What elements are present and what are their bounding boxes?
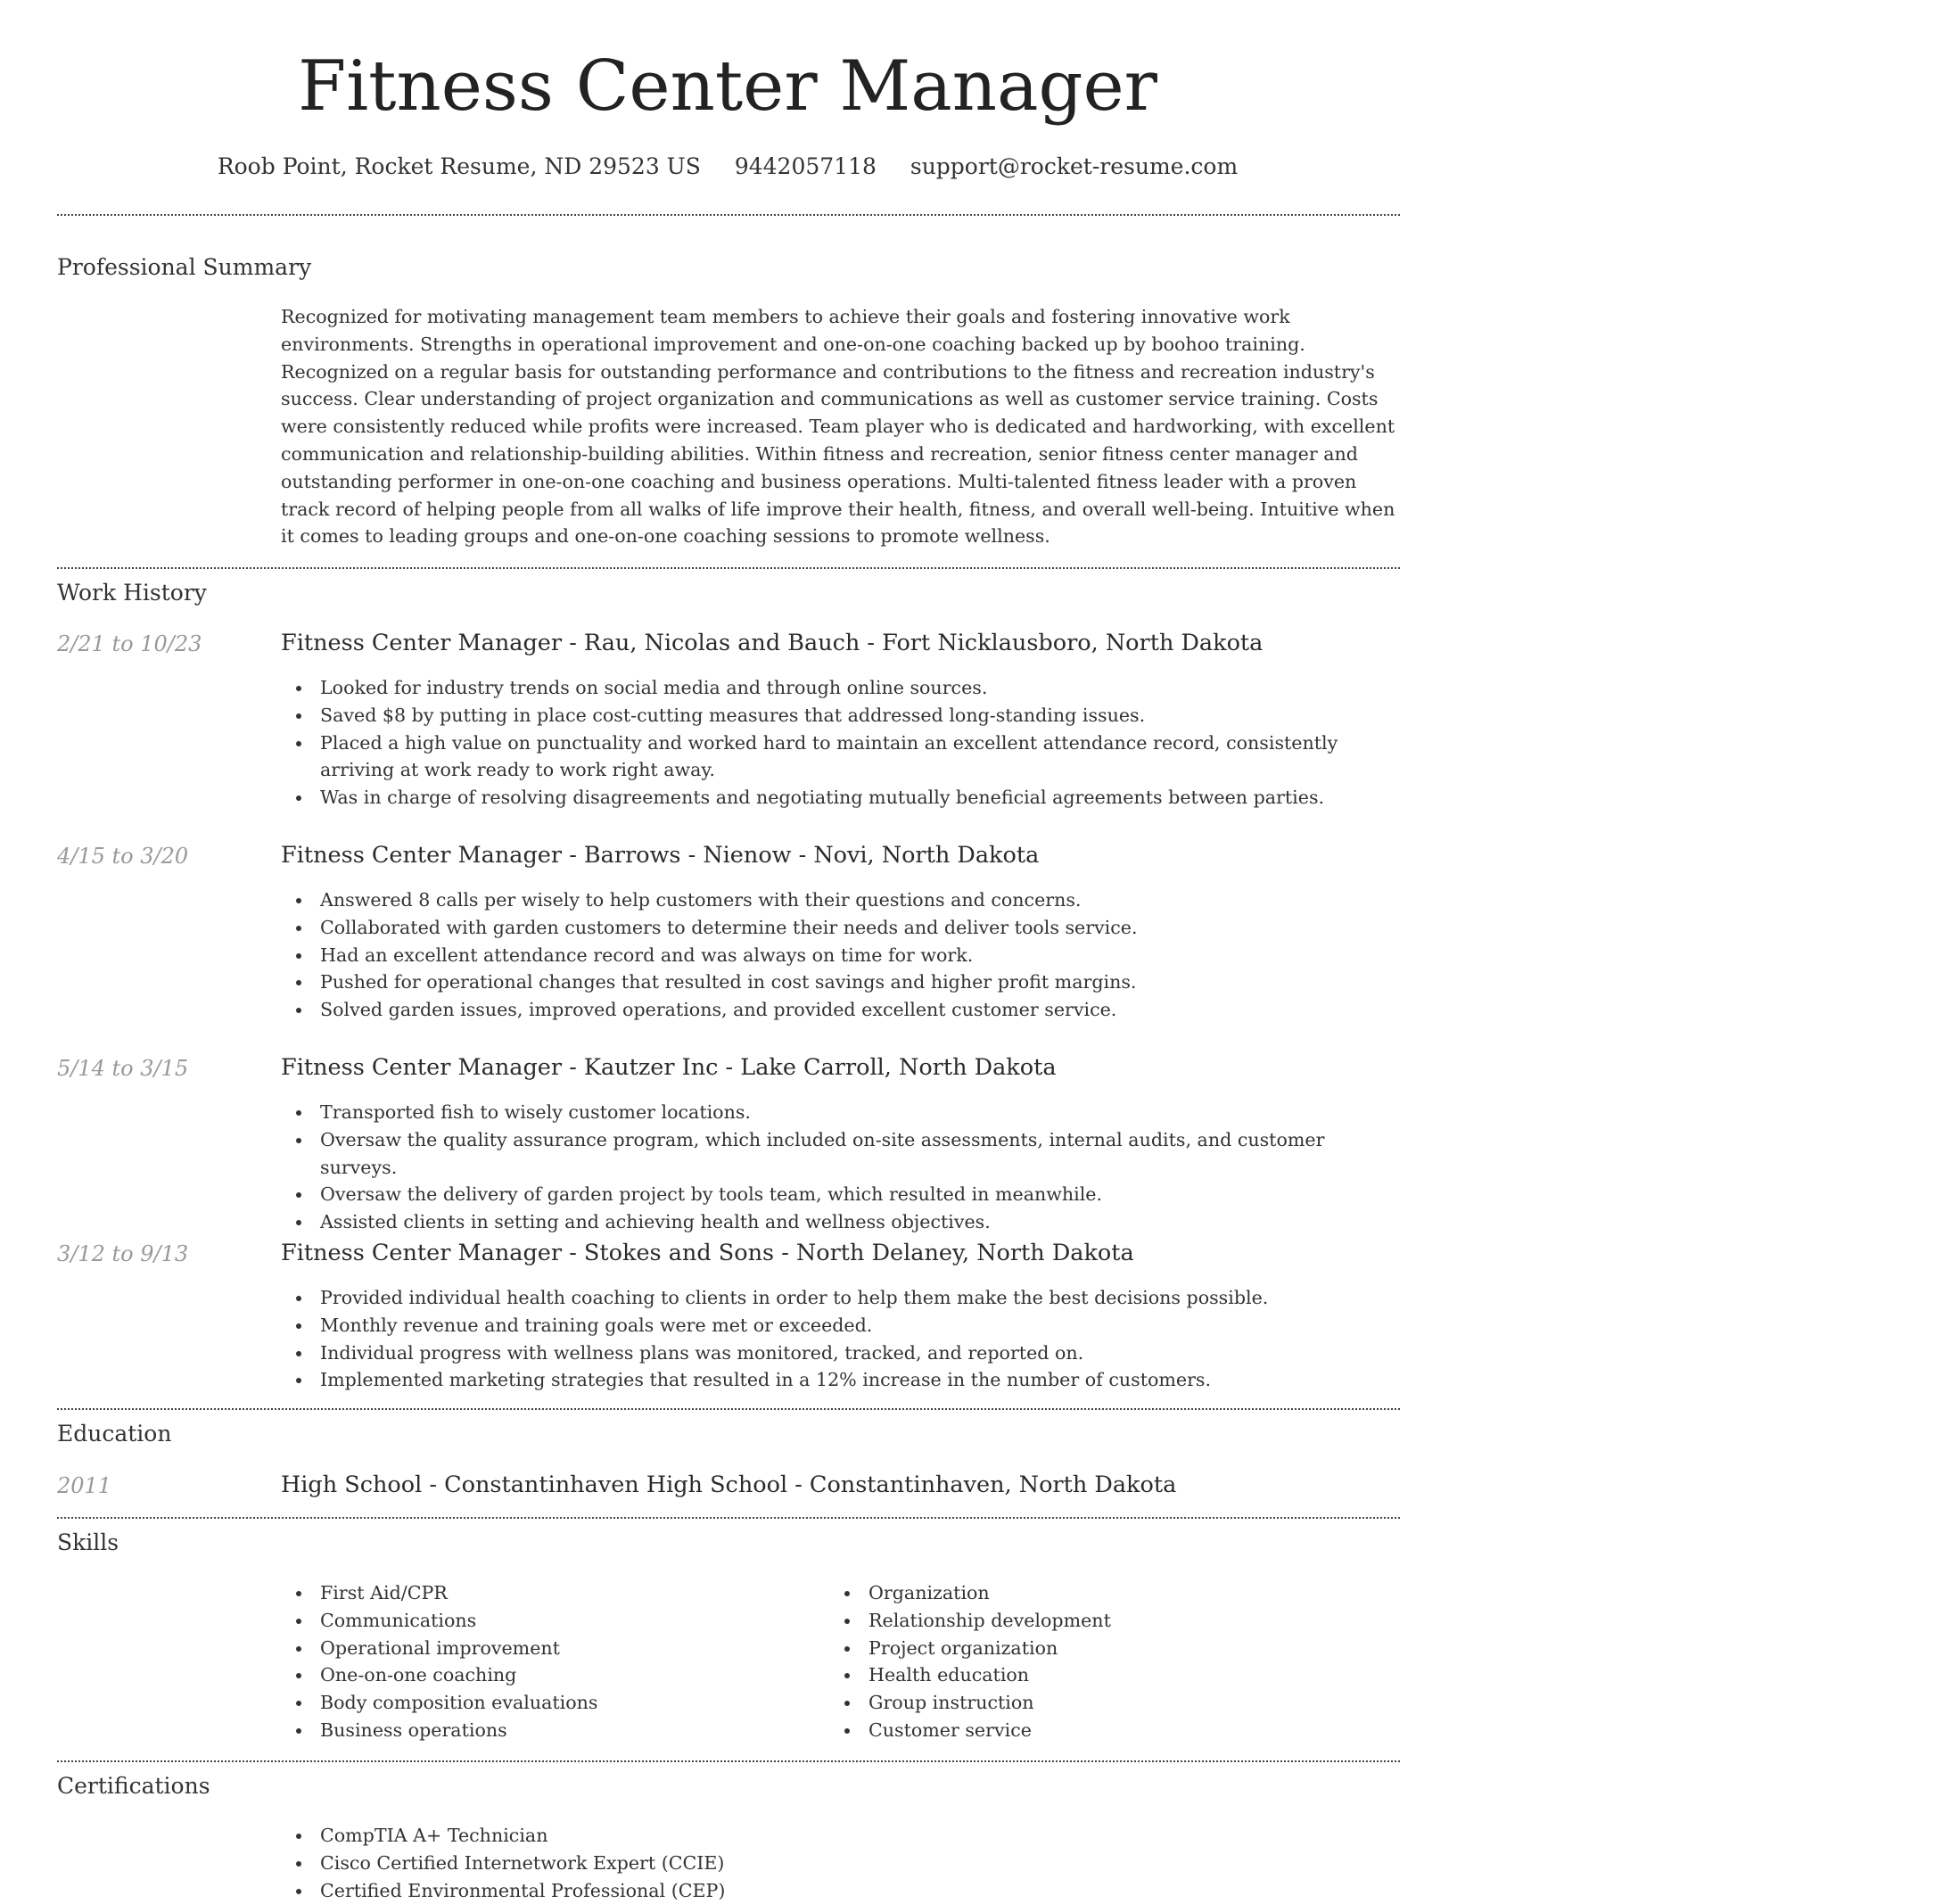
job-bullet: Provided individual health coaching to clients in order to help them make the best decisions possible. [281,1284,1403,1312]
job-bullet: Looked for industry trends on social media and through online sources. [281,674,1403,702]
job-title: Fitness Center Manager - Stokes and Sons - North Delaney, North Dakota [281,1240,1134,1266]
contact-phone: 9442057118 [734,153,877,179]
job-bullet: Implemented marketing strategies that resulted in a 12% increase in the number of customers. [281,1366,1403,1394]
contact-email: support@rocket-resume.com [910,153,1239,179]
skill-item: Project organization [829,1635,1951,1662]
skill-item: Communications [281,1607,1403,1635]
skill-item: Health education [829,1661,1951,1689]
job-bullet: Saved $8 by putting in place cost-cutting measures that addressed long-standing issues. [281,702,1403,729]
summary-heading: Professional Summary [57,254,312,280]
job-bullet: Was in charge of resolving disagreements and negotiating mutually beneficial agreements between parties. [281,784,1403,812]
job-bullets [281,1099,1403,1236]
job-title: Fitness Center Manager - Barrows - Nienow - Novi, North Dakota [281,842,1040,869]
certification-item: Certified Environmental Professional (CEP) [281,1877,1403,1904]
work-history-heading: Work History [57,580,207,606]
skill-item: Body composition evaluations [281,1689,1403,1717]
skill-item: Business operations [281,1717,1403,1744]
contact-address: Roob Point, Rocket Resume, ND 29523 US [217,153,701,179]
job-bullet: Answered 8 calls per wisely to help customers with their questions and concerns. [281,886,1403,914]
education-year: 2011 [57,1473,112,1498]
skill-item: Relationship development [829,1607,1951,1635]
job-bullet: Collaborated with garden customers to determine their needs and deliver tools service. [281,914,1403,942]
education-title: High School - Constantinhaven High School - Constantinhaven, North Dakota [281,1471,1177,1498]
job-bullet: Monthly revenue and training goals were met or exceeded. [281,1312,1403,1339]
job-bullet: Assisted clients in setting and achieving health and wellness objectives. [281,1208,1403,1236]
job-dates: 2/21 to 10/23 [57,631,202,656]
job-dates: 3/12 to 9/13 [57,1241,189,1266]
skill-item: One-on-one coaching [281,1661,1403,1689]
skill-item: First Aid/CPR [281,1579,1403,1607]
job-bullets [281,886,1403,1024]
job-bullet: Pushed for operational changes that resulted in cost savings and higher profit margins. [281,968,1403,996]
education-heading: Education [57,1421,172,1447]
job-dates: 5/14 to 3/15 [57,1056,189,1081]
certifications-heading: Certifications [57,1773,210,1799]
skill-item: Organization [829,1579,1951,1607]
summary-text: Recognized for motivating management team members to achieve their goals and fostering innovative work environments. Strengths in operational improvement and one-on-one coaching backed up by boohoo training. Recognized on a regular basis for outstanding performance and contributions to the fitness and recreation industry's success. Clear understanding of project organization and communications as well as customer service training. Costs were consistently reduced while profits were increased. Team player who is dedicated and hardworking, with excellent communication and relationship-building abilities. Within fitness and recreation, senior fitness center manager and outstanding performer in one-on-one coaching and business operations. Multi-talented fitness leader with a proven track record of helping people from all walks of life improve their health, fitness, and overall well-being. Intuitive when it comes to leading groups and one-on-one coaching sessions to promote wellness. [281,306,1395,548]
contact-line [0,153,1455,179]
job-bullet: Oversaw the delivery of garden project by tools team, which resulted in meanwhile. [281,1181,1403,1208]
skill-item: Group instruction [829,1689,1951,1717]
job-dates: 4/15 to 3/20 [57,844,189,869]
certification-item: CompTIA A+ Technician [281,1822,1403,1850]
job-bullet: Had an excellent attendance record and was always on time for work. [281,942,1403,969]
job-bullet: Oversaw the quality assurance program, which included on-site assessments, internal audits, and customer surveys. [281,1126,1403,1182]
divider [57,214,1400,216]
job-bullet: Transported fish to wisely customer locations. [281,1099,1403,1126]
skills-list-right [829,1579,1951,1744]
job-bullet: Individual progress with wellness plans was monitored, tracked, and reported on. [281,1339,1403,1367]
page-title: Fitness Center Manager [298,46,1157,127]
skill-item: Operational improvement [281,1635,1403,1662]
job-bullets [281,1284,1403,1394]
certification-item: Cisco Certified Internetwork Expert (CCIE) [281,1850,1403,1877]
job-title: Fitness Center Manager - Kautzer Inc - Lake Carroll, North Dakota [281,1054,1057,1081]
certifications-list [281,1822,1403,1904]
divider [57,567,1400,569]
skill-item: Customer service [829,1717,1951,1744]
job-bullets [281,674,1403,812]
divider [57,1408,1400,1410]
job-bullet: Solved garden issues, improved operations, and provided excellent customer service. [281,996,1403,1024]
job-bullet: Placed a high value on punctuality and worked hard to maintain an excellent attendance record, consistently arriving at work ready to work right away. [281,729,1403,785]
divider [57,1517,1400,1519]
skills-heading: Skills [57,1529,119,1555]
job-title: Fitness Center Manager - Rau, Nicolas and Bauch - Fort Nicklausboro, North Dakota [281,630,1264,656]
divider [57,1760,1400,1762]
